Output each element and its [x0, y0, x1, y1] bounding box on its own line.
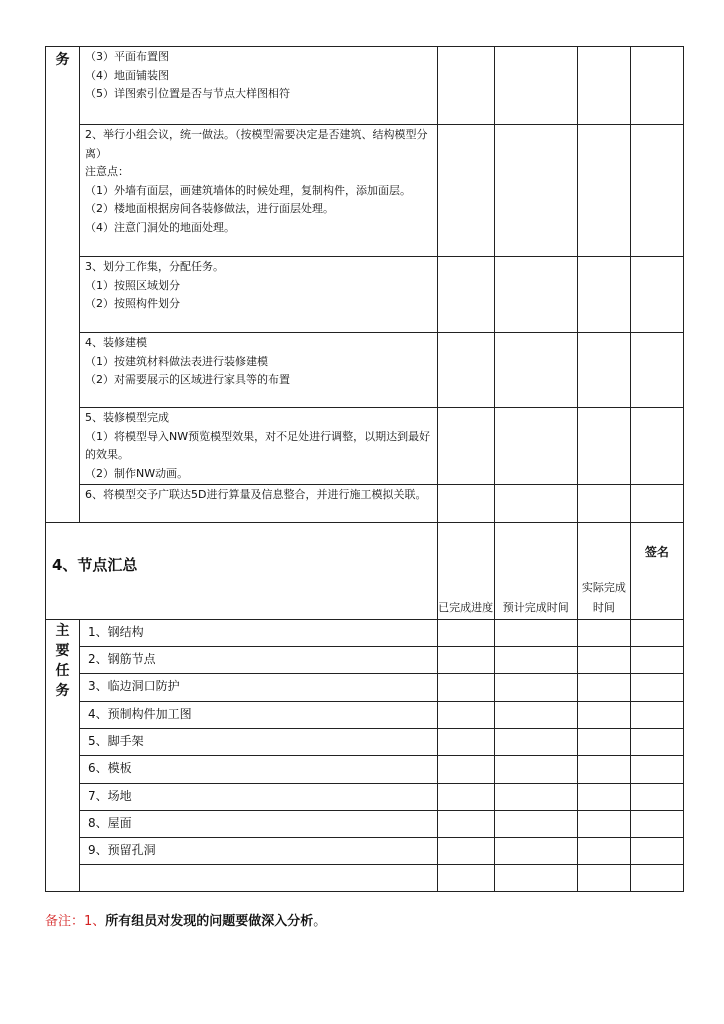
note-text: 所有组员对发现的问题要做深入分析 [105, 914, 314, 929]
cell-actual[interactable] [577, 485, 630, 523]
table-row [46, 620, 684, 647]
cell-sign[interactable] [630, 674, 683, 702]
cell-progress[interactable] [437, 620, 494, 647]
cell-actual[interactable] [577, 257, 630, 333]
task-row [46, 485, 684, 523]
cell-progress[interactable] [437, 784, 494, 811]
cell-sign[interactable] [630, 333, 683, 408]
cell-sign[interactable] [630, 408, 683, 485]
cell-sign[interactable] [630, 647, 683, 674]
cell-planned[interactable] [494, 620, 577, 647]
item-label: 4、预制构件加工图 [80, 702, 438, 729]
section4-header-row [46, 523, 684, 620]
item-label: 3、临边洞口防护 [80, 674, 438, 702]
table-row [46, 838, 684, 865]
main-tasks-label [46, 620, 80, 892]
cell-actual[interactable] [577, 333, 630, 408]
header-progress: 已完成进度 [437, 523, 494, 620]
cell-planned[interactable] [494, 647, 577, 674]
cell-progress[interactable] [437, 485, 494, 523]
task-line: 注意点： [85, 165, 130, 178]
cell-planned[interactable] [494, 257, 577, 333]
cell-planned[interactable] [494, 811, 577, 838]
table-row [46, 784, 684, 811]
cell-sign[interactable] [630, 729, 683, 756]
table-row [46, 702, 684, 729]
cell-planned[interactable] [494, 784, 577, 811]
note-prefix: 备注：1、 [45, 914, 106, 929]
cell-planned[interactable] [494, 408, 577, 485]
note-suffix: 。 [313, 914, 327, 929]
task-line: （4）注意门洞处的地面处理。 [85, 220, 236, 234]
cell-actual[interactable] [577, 729, 630, 756]
task-row [46, 257, 684, 333]
task-row [46, 408, 684, 485]
task-line: （5）详图索引位置是否与节点大样图相符 [85, 87, 291, 100]
task-row [46, 333, 684, 408]
cell-progress[interactable] [437, 47, 494, 125]
task-block-3 [80, 257, 438, 333]
table-row [46, 674, 684, 702]
item-label: 6、模板 [80, 756, 438, 784]
cell-planned[interactable] [494, 756, 577, 784]
cell-actual[interactable] [577, 125, 630, 257]
cell-actual[interactable] [577, 865, 630, 892]
cell-sign[interactable] [630, 784, 683, 811]
task-line: （1）按照区域划分 [85, 278, 181, 292]
item-label-empty[interactable] [80, 865, 438, 892]
task-line: 3、划分工作集，分配任务。 [85, 260, 225, 273]
cell-progress[interactable] [437, 333, 494, 408]
cell-sign[interactable] [630, 865, 683, 892]
cell-actual[interactable] [577, 408, 630, 485]
cell-planned[interactable] [494, 485, 577, 523]
cell-sign[interactable] [630, 838, 683, 865]
task-row [46, 125, 684, 257]
label-char: 务 [55, 683, 70, 699]
task-block-2 [80, 125, 438, 257]
cell-progress[interactable] [437, 125, 494, 257]
cell-sign[interactable] [630, 485, 683, 523]
cell-actual[interactable] [577, 784, 630, 811]
task-line: 4、装修建模 [85, 336, 148, 349]
cell-actual[interactable] [577, 702, 630, 729]
label-char: 要 [55, 643, 70, 659]
cell-progress[interactable] [437, 865, 494, 892]
cell-planned[interactable] [494, 47, 577, 125]
cell-sign[interactable] [630, 257, 683, 333]
task-row [46, 47, 684, 125]
cell-actual[interactable] [577, 674, 630, 702]
table-row [46, 865, 684, 892]
cell-planned[interactable] [494, 838, 577, 865]
cell-planned[interactable] [494, 674, 577, 702]
task-line: 2、举行小组会议，统一做法。（按模型需要决定是否建筑、结构模型分离） [85, 128, 428, 160]
cell-planned[interactable] [494, 702, 577, 729]
cell-actual[interactable] [577, 811, 630, 838]
cell-actual[interactable] [577, 838, 630, 865]
task-line: （2）对需要展示的区域进行家具等的布置 [85, 373, 291, 386]
cell-sign[interactable] [630, 125, 683, 257]
task-block-6 [80, 485, 438, 523]
section-label: 务 [46, 47, 80, 523]
footnote [45, 912, 326, 932]
cell-progress[interactable] [437, 257, 494, 333]
cell-actual[interactable] [577, 47, 630, 125]
cell-progress[interactable] [437, 838, 494, 865]
header-actual: 实际完成时间 [577, 523, 630, 620]
task-line: （2）按照构件划分 [85, 297, 181, 310]
header-planned: 预计完成时间 [494, 523, 577, 620]
task-line: （1）按建筑材料做法表进行装修建模 [85, 354, 269, 368]
item-label: 7、场地 [80, 784, 438, 811]
cell-progress[interactable] [437, 702, 494, 729]
task-table [45, 46, 684, 892]
task-line: （2）楼地面根据房间各装修做法，进行面层处理。 [85, 202, 335, 215]
task-line: 6、将模型交予广联达5D进行算量及信息整合，并进行施工模拟关联。 [85, 488, 427, 501]
cell-sign[interactable] [630, 811, 683, 838]
cell-actual[interactable] [577, 620, 630, 647]
cell-progress[interactable] [437, 811, 494, 838]
cell-progress[interactable] [437, 756, 494, 784]
cell-planned[interactable] [494, 729, 577, 756]
cell-planned[interactable] [494, 333, 577, 408]
label-char: 主 [55, 623, 70, 639]
task-line: （1）将模型导入NW预览模型效果，对不足处进行调整，以期达到最好的效果。 [85, 429, 431, 461]
item-label: 8、屋面 [80, 811, 438, 838]
table-row [46, 811, 684, 838]
cell-progress[interactable] [437, 729, 494, 756]
cell-progress[interactable] [437, 647, 494, 674]
cell-sign[interactable] [630, 47, 683, 125]
item-label: 1、钢结构 [80, 620, 438, 647]
table-row [46, 647, 684, 674]
task-block-4 [80, 333, 438, 408]
cell-sign[interactable] [630, 702, 683, 729]
item-label: 5、脚手架 [80, 729, 438, 756]
cell-sign[interactable] [630, 756, 683, 784]
task-line: （3）平面布置图 [85, 50, 170, 63]
item-label: 2、钢筋节点 [80, 647, 438, 674]
table-row [46, 729, 684, 756]
cell-actual[interactable] [577, 647, 630, 674]
label-char: 任 [55, 663, 70, 679]
task-line: （1）外墙有面层，画建筑墙体的时候处理，复制构件，添加面层。 [85, 183, 412, 197]
cell-planned[interactable] [494, 865, 577, 892]
cell-sign[interactable] [630, 620, 683, 647]
task-line: 5、装修模型完成 [85, 411, 170, 424]
task-block-1 [80, 47, 438, 125]
section-title: 4、节点汇总 [46, 523, 438, 620]
task-line: （4）地面铺装图 [85, 68, 170, 82]
cell-progress[interactable] [437, 674, 494, 702]
task-block-5 [80, 408, 438, 485]
cell-planned[interactable] [494, 125, 577, 257]
item-label: 9、预留孔洞 [80, 838, 438, 865]
cell-progress[interactable] [437, 408, 494, 485]
table-row [46, 756, 684, 784]
task-line: （2）制作NW动画。 [85, 466, 189, 480]
header-sign: 签名 [630, 523, 683, 620]
cell-actual[interactable] [577, 756, 630, 784]
